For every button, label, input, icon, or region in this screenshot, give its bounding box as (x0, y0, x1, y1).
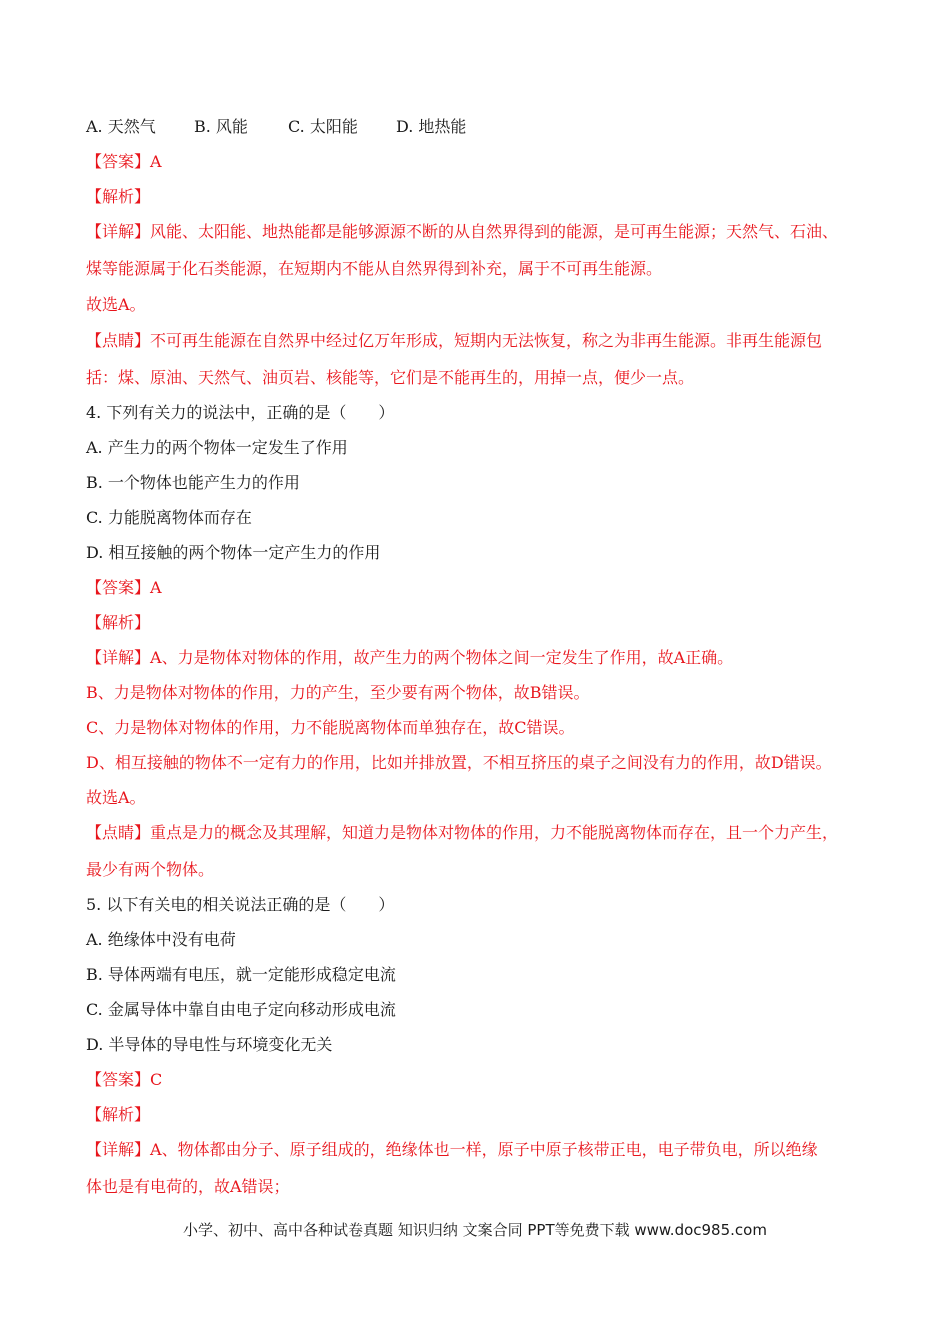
q4-conclusion: 故选A。 (86, 788, 146, 807)
q5-answer: 【答案】C (86, 1070, 163, 1089)
q5-detail-line1: 【详解】A、物体都由分子、原子组成的，绝缘体也一样，原子中原子核带正电，电子带负电，所以绝缘 (86, 1140, 818, 1159)
q3-detail-line1: 【详解】风能、太阳能、地热能都是能够源源不断的从自然界得到的能源，是可再生能源；天然气、石油、 (86, 222, 839, 241)
page-footer: 小学、初中、高中各种试卷真题 知识归纳 文案合同 PPT等免费下载 www.doc985.com (183, 1221, 767, 1239)
q5-option-d: D. 半导体的导电性与环境变化无关 (86, 1035, 333, 1054)
q5-question: 5. 以下有关电的相关说法正确的是（ ） (86, 895, 395, 914)
q4-detail-d: D、相互接触的物体不一定有力的作用，比如并排放置，不相互挤压的桌子之间没有力的作用，故D错误。 (86, 753, 832, 772)
q4-answer: 【答案】A (86, 578, 162, 597)
q3-conclusion: 故选A。 (86, 295, 146, 314)
q4-question: 4. 下列有关力的说法中，正确的是（ ） (86, 403, 395, 422)
q5-option-b: B. 导体两端有电压，就一定能形成稳定电流 (86, 965, 396, 984)
q4-detail-b: B、力是物体对物体的作用，力的产生，至少要有两个物体，故B错误。 (86, 683, 590, 702)
q4-option-c: C. 力能脱离物体而存在 (86, 508, 252, 527)
q4-analysis-label: 【解析】 (86, 613, 151, 632)
q4-comment-line2: 最少有两个物体。 (86, 860, 215, 879)
q3-option-b: B. 风能 (194, 117, 248, 136)
q5-detail-line2: 体也是有电荷的，故A错误； (86, 1177, 290, 1196)
q3-comment-line1: 【点睛】不可再生能源在自然界中经过亿万年形成，短期内无法恢复，称之为非再生能源。非再生能源包 (86, 331, 823, 350)
q3-option-d: D. 地热能 (396, 117, 467, 136)
q3-analysis-label: 【解析】 (86, 187, 151, 206)
q4-option-a: A. 产生力的两个物体一定发生了作用 (86, 438, 348, 457)
q4-option-d: D. 相互接触的两个物体一定产生力的作用 (86, 543, 381, 562)
q3-answer: 【答案】A (86, 152, 162, 171)
q3-options (86, 116, 466, 138)
q4-detail-a: 【详解】A、力是物体对物体的作用，故产生力的两个物体之间一定发生了作用，故A正确。 (86, 648, 734, 667)
q3-detail-line2: 煤等能源属于化石类能源，在短期内不能从自然界得到补充，属于不可再生能源。 (86, 259, 663, 278)
q4-comment-line1: 【点睛】重点是力的概念及其理解，知道力是物体对物体的作用，力不能脱离物体而存在，且一个力产生， (86, 823, 839, 842)
q3-comment-line2: 括：煤、原油、天然气、油页岩、核能等，它们是不能再生的，用掉一点，便少一点。 (86, 368, 695, 387)
q4-detail-c: C、力是物体对物体的作用，力不能脱离物体而单独存在，故C错误。 (86, 718, 575, 737)
q4-option-b: B. 一个物体也能产生力的作用 (86, 473, 300, 492)
q3-option-a: A. 天然气 (86, 117, 156, 136)
q5-analysis-label: 【解析】 (86, 1105, 151, 1124)
q3-option-c: C. 太阳能 (288, 117, 358, 136)
q5-option-c: C. 金属导体中靠自由电子定向移动形成电流 (86, 1000, 396, 1019)
q5-option-a: A. 绝缘体中没有电荷 (86, 930, 236, 949)
